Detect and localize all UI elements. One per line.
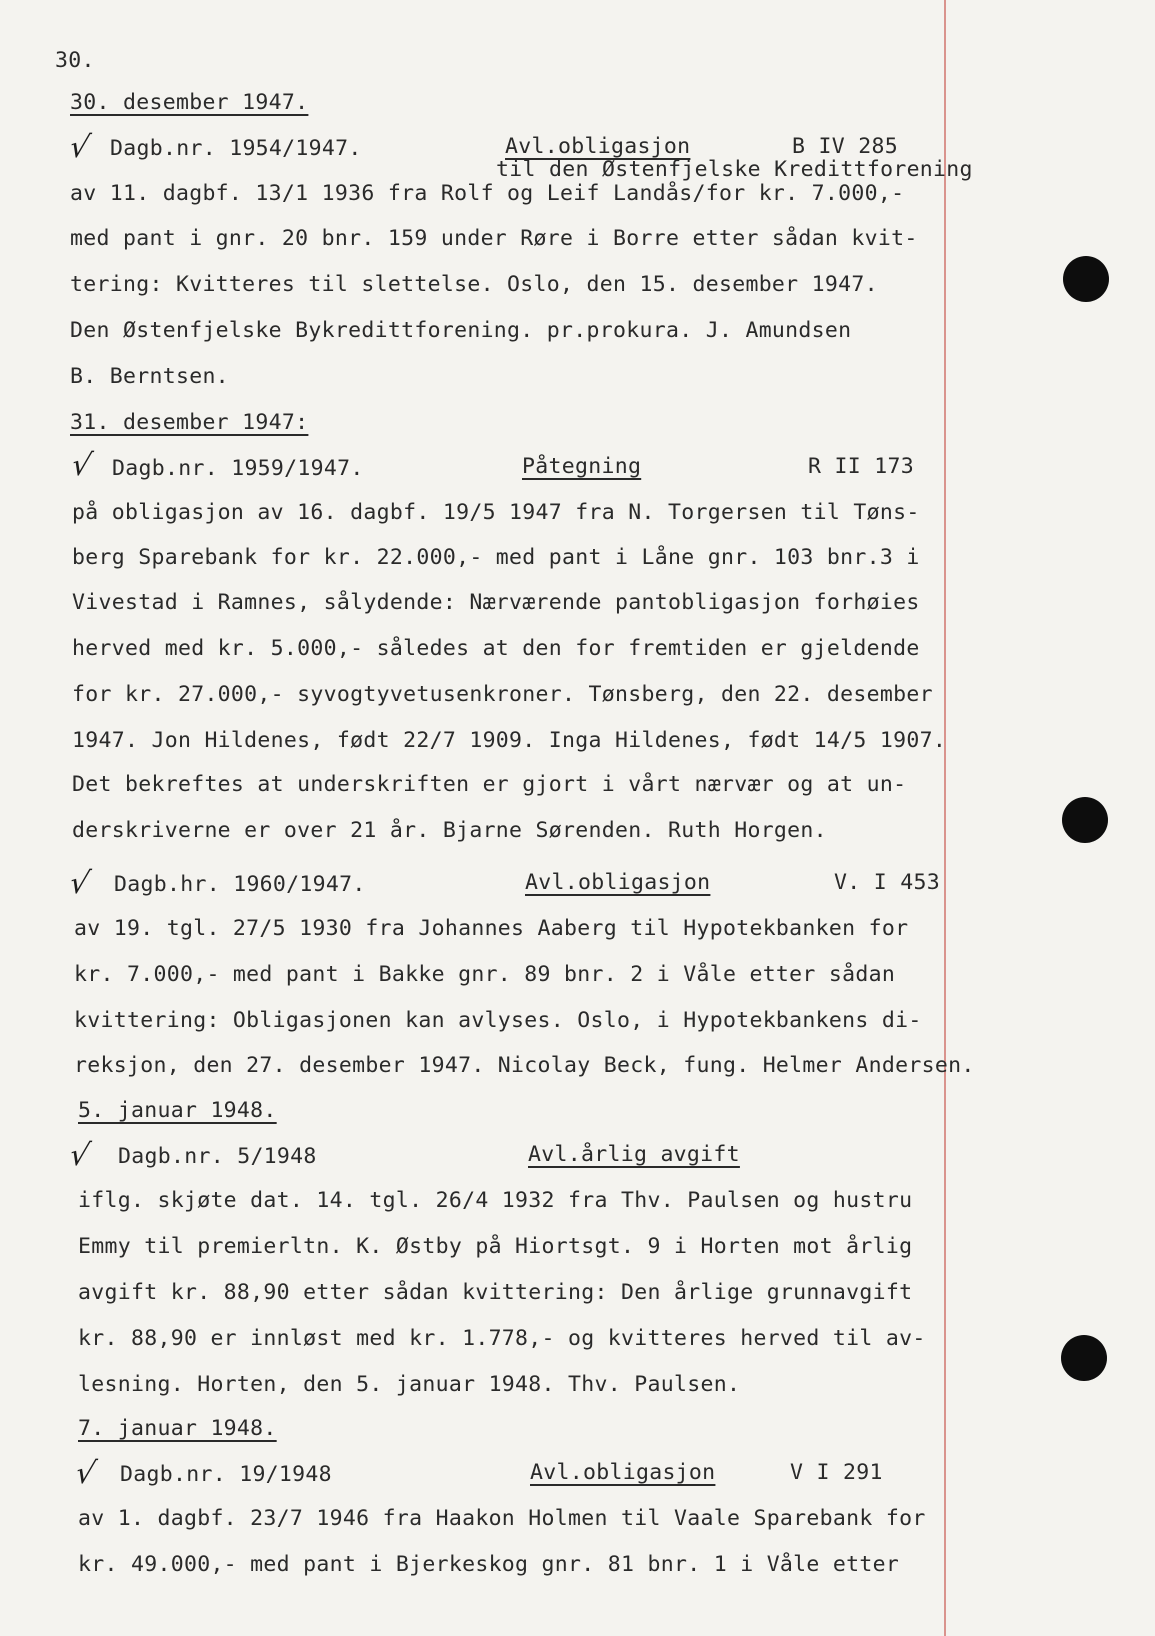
entry-dagb-number: Dagb.nr. 1954/1947. <box>110 136 362 161</box>
entry-type: Påtegning <box>522 454 642 479</box>
entry-text-line: avgift kr. 88,90 etter sådan kvittering: Den årlige grunnavgift <box>78 1280 913 1305</box>
entry-text-line: berg Sparebank for kr. 22.000,- med pant i Låne gnr. 103 bnr.3 i <box>72 545 920 570</box>
entry-text-line: lesning. Horten, den 5. januar 1948. Thv. Paulsen. <box>78 1372 741 1397</box>
entry-dagb-number: Dagb.hr. 1960/1947. <box>114 872 366 897</box>
entry-text-line: derskriverne er over 21 år. Bjarne Sørenden. Ruth Horgen. <box>72 818 827 843</box>
check-mark: √ <box>68 448 95 483</box>
entry-text-line: kvittering: Obligasjonen kan avlyses. Oslo, i Hypotekbankens di- <box>74 1008 922 1033</box>
entry-text-line: 1947. Jon Hildenes, født 22/7 1909. Inga Hildenes, født 14/5 1907. <box>72 728 947 753</box>
check-mark: √ <box>66 866 93 901</box>
entry-text-line: iflg. skjøte dat. 14. tgl. 26/4 1932 fra Thv. Paulsen og hustru <box>78 1188 913 1213</box>
entry-reference: V. I 453 <box>834 870 940 895</box>
entry-text-line: kr. 7.000,- med pant i Bakke gnr. 89 bnr. 2 i Våle etter sådan <box>74 962 896 987</box>
entry-text-line: kr. 88,90 er innløst med kr. 1.778,- og kvitteres herved til av- <box>78 1326 926 1351</box>
entry-type: Avl.årlig avgift <box>528 1142 740 1167</box>
entry-text-line: tering: Kvitteres til slettelse. Oslo, den 15. desember 1947. <box>70 272 878 297</box>
entry-type: Avl.obligasjon <box>530 1460 716 1485</box>
page-number: 30. <box>55 48 95 73</box>
section-date: 30. desember 1947. <box>70 90 309 115</box>
check-mark: √ <box>66 130 93 165</box>
check-mark: √ <box>66 1138 93 1173</box>
entry-reference: B IV 285 <box>792 134 898 159</box>
check-mark: √ <box>72 1456 99 1491</box>
entry-text-line: Emmy til premierltn. K. Østby på Hiortsgt. 9 i Horten mot årlig <box>78 1234 913 1259</box>
entry-dagb-number: Dagb.nr. 5/1948 <box>118 1144 317 1169</box>
punch-hole <box>1061 1335 1107 1381</box>
entry-text-line: B. Berntsen. <box>70 364 229 389</box>
entry-dagb-number: Dagb.nr. 1959/1947. <box>112 456 364 481</box>
entry-text-line: av 1. dagbf. 23/7 1946 fra Haakon Holmen til Vaale Sparebank for <box>78 1506 926 1531</box>
entry-reference: R II 173 <box>808 454 914 479</box>
entry-text-line: på obligasjon av 16. dagbf. 19/5 1947 fra N. Torgersen til Tøns- <box>72 500 920 525</box>
entry-text-line: herved med kr. 5.000,- således at den for fremtiden er gjeldende <box>72 636 920 661</box>
entry-text-line: for kr. 27.000,- syvogtyvetusenkroner. Tønsberg, den 22. desember <box>72 682 933 707</box>
entry-text-line: av 19. tgl. 27/5 1930 fra Johannes Aaberg til Hypotekbanken for <box>74 916 909 941</box>
entry-type: Avl.obligasjon <box>505 134 691 159</box>
entry-text-line: kr. 49.000,- med pant i Bjerkeskog gnr. 81 bnr. 1 i Våle etter <box>78 1552 900 1577</box>
entry-text-line: med pant i gnr. 20 bnr. 159 under Røre i Borre etter sådan kvit- <box>70 226 918 251</box>
punch-hole <box>1062 797 1108 843</box>
entry-text-line: Den Østenfjelske Bykredittforening. pr.prokura. J. Amundsen <box>70 318 852 343</box>
section-date: 31. desember 1947: <box>70 410 309 435</box>
margin-line <box>944 0 946 1636</box>
entry-text-line: Det bekreftes at underskriften er gjort i vårt nærvær og at un- <box>72 772 907 797</box>
entry-type: Avl.obligasjon <box>525 870 711 895</box>
section-date: 7. januar 1948. <box>78 1416 277 1441</box>
entry-dagb-number: Dagb.nr. 19/1948 <box>120 1462 332 1487</box>
entry-reference: V I 291 <box>790 1460 883 1485</box>
section-date: 5. januar 1948. <box>78 1098 277 1123</box>
entry-text-line: reksjon, den 27. desember 1947. Nicolay Beck, fung. Helmer Andersen. <box>74 1053 975 1078</box>
entry-subtitle: til den Østenfjelske Kredittforening <box>496 157 973 182</box>
entry-text-line: av 11. dagbf. 13/1 1936 fra Rolf og Leif Landås/for kr. 7.000,- <box>70 181 905 206</box>
punch-hole <box>1063 256 1109 302</box>
entry-text-line: Vivestad i Ramnes, sålydende: Nærværende pantobligasjon forhøies <box>72 590 920 615</box>
